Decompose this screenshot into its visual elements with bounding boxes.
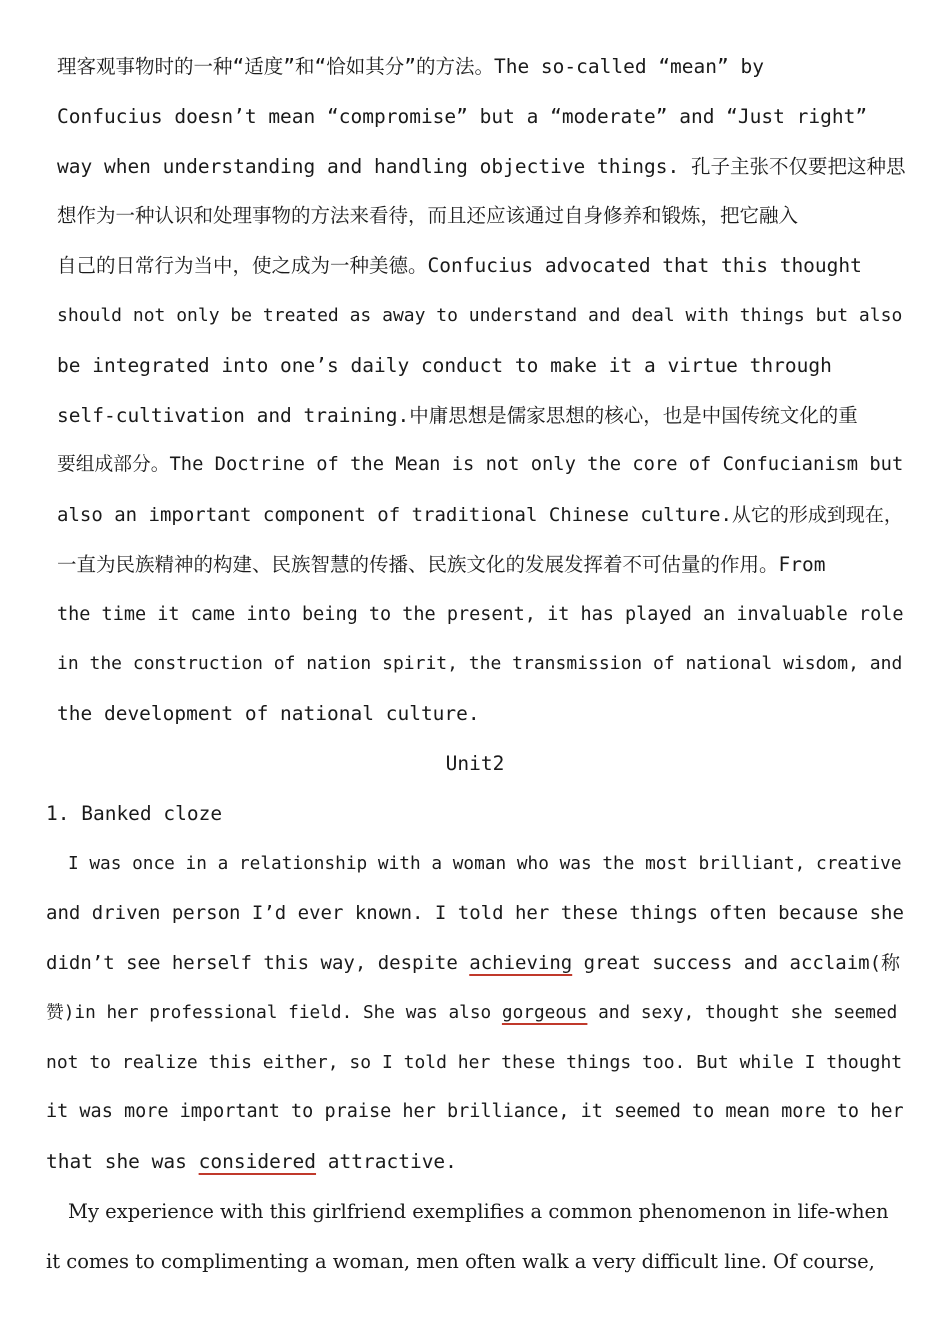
answer-gorgeous: gorgeous (501, 1003, 588, 1023)
paragraph-1-line: self-cultivation and training.中庸思想是儒家思想的核心，也是中国传统文化的重 (57, 404, 858, 427)
paragraph-2-line: I was once in a relationship with a woman who was the most brilliant, creative (68, 854, 902, 874)
section-heading: 1. Banked cloze (46, 802, 223, 825)
answer-achieving: achieving (469, 952, 573, 974)
paragraph-1-line: 理客观事物时的一种“适度”和“恰如其分”的方法。The so-called “mean” by (57, 55, 764, 78)
paragraph-2-line: didn’t see herself this way, despite achieving great success and acclaim(称 (46, 952, 901, 974)
paragraph-2-line: it was more important to praise her brilliance, it seemed to mean more to her (46, 1101, 904, 1122)
paragraph-1-line: be integrated into one’s daily conduct to make it a virtue through (57, 354, 832, 377)
paragraph-1-line: should not only be treated as away to understand and deal with things but also (57, 305, 903, 326)
paragraph-1-line: the development of national culture. (57, 702, 480, 725)
paragraph-1-line: also an important component of traditional Chinese culture.从它的形成到现在， (57, 504, 903, 526)
paragraph-2-line: that she was considered attractive. (46, 1150, 457, 1173)
paragraph-2-line: not to realize this either, so I told her these things too. But while I thought (46, 1052, 903, 1073)
paragraph-1-line: 自己的日常行为当中，使之成为一种美德。Confucius advocated that this thought (57, 254, 862, 277)
paragraph-1-line: Confucius doesn’t mean “compromise” but a “moderate” and “Just right” (57, 105, 868, 128)
paragraph-1-line: way when understanding and handling objective things. 孔子主张不仅要把这种思 (57, 155, 906, 178)
paragraph-1-line: in the construction of nation spirit, the transmission of national wisdom, and (57, 653, 903, 674)
paragraph-1-line: 一直为民族精神的构建、民族智慧的传播、民族文化的发展发挥着不可估量的作用。From (57, 553, 826, 576)
paragraph-1-line: the time it came into being to the present, it has played an invaluable role (57, 604, 904, 625)
paragraph-1-line: 要组成部分。The Doctrine of the Mean is not only the core of Confucianism but (57, 454, 904, 475)
unit-title: Unit2 (445, 752, 505, 775)
paragraph-3-line: it comes to complimenting a woman, men often walk a very difficult line. Of course, (46, 1250, 875, 1273)
answer-considered: considered (198, 1150, 317, 1173)
paragraph-2-line: 赞)in her professional field. She was also gorgeous and sexy, thought she seemed (46, 1003, 898, 1023)
paragraph-1-line: 想作为一种认识和处理事物的方法来看待，而且还应该通过自身修养和锻炼，把它融入 (57, 204, 799, 227)
paragraph-2-line: and driven person I’d ever known. I told her these things often because she (46, 902, 904, 924)
paragraph-3-line: My experience with this girlfriend exemplifies a common phenomenon in life-when (68, 1200, 889, 1223)
